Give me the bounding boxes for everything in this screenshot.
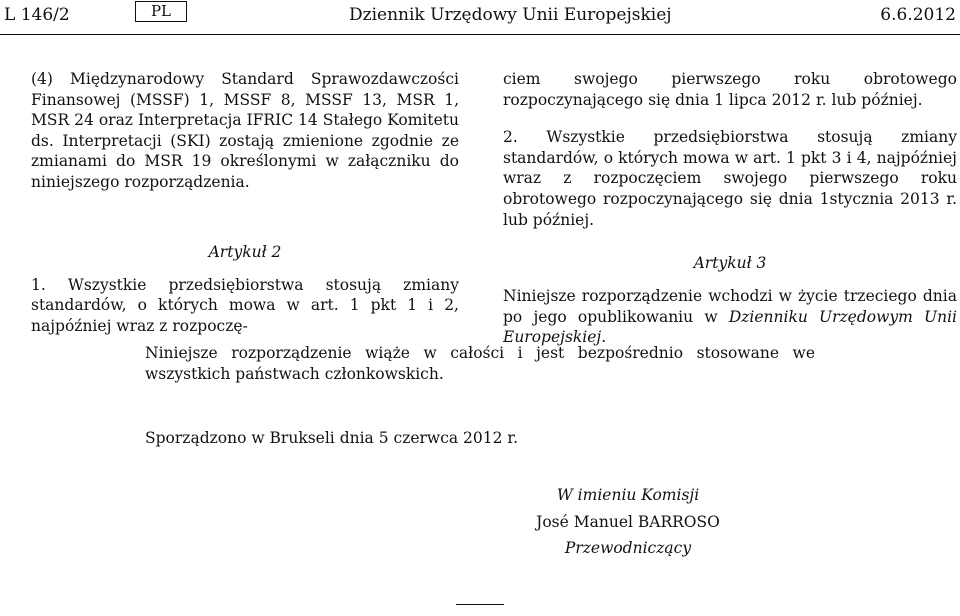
header-divider: [0, 34, 960, 35]
article-2-paragraph-1: 1. Wszystkie przedsiębiorstwa stosują zmiany standardów, o których mowa w art. 1 pkt 1 i 2, najpóźniej wraz z rozpoczę-: [31, 275, 459, 335]
spacer: [31, 193, 459, 242]
page-reference: L 146/2: [4, 5, 70, 25]
article-2-title: Artykuł 2: [208, 242, 282, 261]
article-2-paragraph-2: 2. Wszystkie przedsiębiorstwa stosują zmiany standardów, o których mowa w art. 1 pkt 3 i 4, najpóźniej wraz z rozpoczęciem swojego pierwszego roku obrotowego rozpoczynającego się dnia 1stycznia 2013 r. lub później.: [503, 128, 957, 229]
left-column: [31, 69, 459, 336]
article-3-text-start: Niniejsze rozporządzenie wchodzi w życie trzeciego dnia po jego opublikowaniu w: [503, 287, 957, 326]
article-3-title: Artykuł 3: [693, 254, 767, 273]
spacer: [503, 230, 957, 253]
journal-title: Dziennik Urzędowy Unii Europejskiej: [349, 5, 672, 25]
publication-date: 6.6.2012: [880, 5, 956, 25]
article-2-paragraph-1-continued: ciem swojego pierwszego roku obrotowego rozpoczynającego się dnia 1 lipca 2012 r. lub później.: [503, 70, 957, 109]
signatory-role: Przewodniczący: [564, 539, 692, 557]
article-3-text: [503, 286, 957, 348]
signature-on-behalf: W imieniu Komisji: [556, 486, 700, 504]
page-header: [0, 0, 960, 34]
footer-rule: [456, 604, 504, 605]
spacer: [503, 110, 957, 127]
signatory-name: José Manuel BARROSO: [536, 513, 720, 531]
right-column: [503, 69, 957, 348]
done-at-statement: Sporządzono w Brukseli dnia 5 czerwca 2012 r.: [145, 429, 519, 447]
binding-statement: Niniejsze rozporządzenie wiąże w całości i jest bezpośrednio stosowane we wszystkich państwach członkowskich.: [145, 344, 815, 383]
article-3-text-end: .: [601, 328, 607, 347]
language-badge: PL: [135, 1, 187, 22]
journal-name-italic: Dzienniku Urzędowym Unii Europejskiej: [503, 307, 957, 347]
recital-4: (4) Międzynarodowy Standard Sprawozdawczości Finansowej (MSSF) 1, MSSF 8, MSSF 13, MSR 1, MSR 24 oraz Interpretacja IFRIC 14 Stałego Komitetu ds. Interpretacji (SKI) zostają zmienione zgodnie ze zmianami do MSR 19 określonymi w załączniku do niniejszego rozporządzenia.: [31, 70, 459, 191]
